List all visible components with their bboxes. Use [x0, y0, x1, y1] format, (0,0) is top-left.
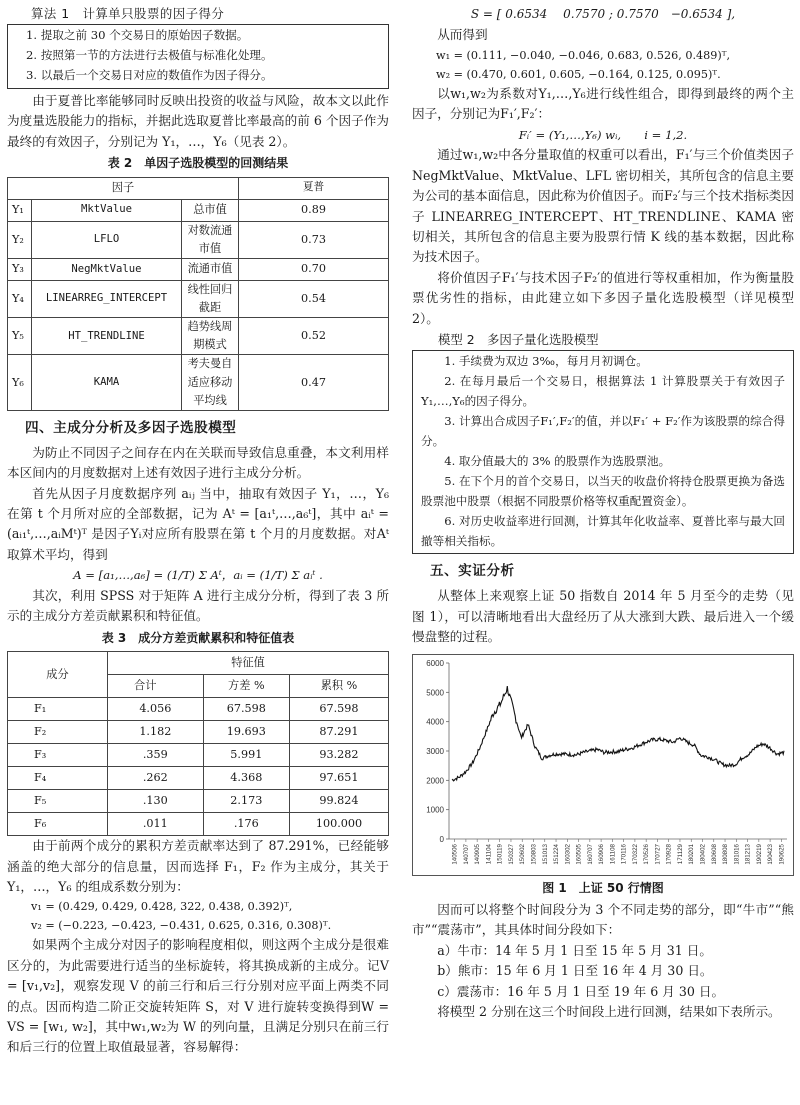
x-tick-label: 170116 [620, 843, 628, 864]
model-item: 5. 在下个月的首个交易日，以当天的收盘价将持仓股票更换为备选股票池中股票（根据不同股票价格等权重配置资金）。 [421, 473, 785, 508]
model-box [412, 350, 794, 554]
formula: A = [a₁,…,a₆] = (1/T) Σ Aᵗ，aᵢ = (1/T) Σ aᵢᵗ . [73, 568, 323, 583]
paragraph: 通过w₁,w₂中各分量取值的权重可以看出，F₁′与三个价值类因子 NegMktValue、MktValue、LFL 密切相关，其所包含的信息主要为公司的基本面信息，因此称为价值因子。而F₂′与三个技术指标类因子 LINEARREG_INTERCEPT、HT_TRENDLINE、KAMA 密切相关，其所包含的信息主要为股票行情 K 线的基本数据，因此称为技术因子。 [412, 147, 794, 265]
left-column [7, 4, 389, 1058]
table-cell: .359 [108, 744, 204, 767]
x-tick-label: 141104 [485, 843, 493, 864]
table-cell: 4.056 [108, 698, 204, 721]
table-cell: Y₄ [8, 280, 32, 317]
x-tick-label: 140905 [474, 843, 482, 865]
table-row [8, 698, 389, 721]
table-row [8, 721, 389, 744]
y-tick-label: 0 [439, 834, 444, 844]
paragraph: 从而得到 [437, 27, 488, 43]
table-cell: MktValue [32, 199, 182, 221]
x-tick-label: 170322 [631, 843, 639, 865]
x-tick-label: 160302 [564, 843, 572, 865]
y-tick-label: 5000 [426, 687, 444, 697]
table-cell: Y₂ [8, 221, 32, 258]
table-cell: Y₆ [8, 355, 32, 410]
y-tick-label: 1000 [426, 805, 444, 815]
algorithm-title: 算法 1 计算单只股票的因子得分 [31, 6, 225, 21]
table-cell: 87.291 [289, 721, 388, 744]
model-item: 2. 在每月最后一个交易日，根据算法 1 计算股票关于有效因子Y₁,…,Y₆的因子得分。 [421, 374, 785, 408]
x-tick-label: 180608 [710, 843, 718, 865]
table-cell: .011 [108, 813, 204, 836]
table-header-row [8, 652, 389, 675]
table-row [8, 744, 389, 767]
table-header-cell: 方差 % [203, 675, 289, 698]
table-cell: .130 [108, 790, 204, 813]
table-cell: 99.824 [289, 790, 388, 813]
chart-svg [413, 655, 793, 875]
table-row [8, 199, 389, 221]
paragraph: 如果两个主成分对因子的影响程度相似，则这两个主成分是很难区分的，为此需要进行适当的坐标旋转，将其换成新的主成分。记V = [v₁,v₂]，观察发现 V 的前三行和后三行分别对应平面上两类不同的点。因而构造二阶正交旋转矩阵 S，对 V 进行旋转变换得到W = VS = [w₁, w₂]，其中w₁,w₂为 W 的列向量，且满足分别只在前三行和后三行的位置上取值最显著，容易解得： [7, 937, 389, 1055]
table-cell: 0.89 [239, 199, 389, 221]
y-tick-label: 6000 [426, 658, 444, 668]
table-header-cell: 成分 [8, 652, 108, 698]
table-cell: 总市值 [182, 199, 239, 221]
x-tick-label: 160906 [598, 843, 606, 865]
table-row [8, 813, 389, 836]
table-row [8, 258, 389, 280]
list-item: a）牛市：14 年 5 月 1 日至 15 年 5 月 31 日。 [437, 942, 712, 958]
table-cell: HT_TRENDLINE [32, 318, 182, 355]
table-cell: LFLO [32, 221, 182, 258]
table-header-cell: 因子 [8, 177, 239, 199]
table-cell: 93.282 [289, 744, 388, 767]
table-cell: Y₅ [8, 318, 32, 355]
y-tick-label: 2000 [426, 775, 444, 785]
table-header-cell: 累积 % [289, 675, 388, 698]
table-header-cell: 合计 [108, 675, 204, 698]
model-item: 3. 计算出合成因子F₁′,F₂′的值，并以F₁′ + F₂′作为该股票的综合得分。 [421, 413, 785, 448]
table-cell: LINEARREG_INTERCEPT [32, 280, 182, 317]
figure-caption: 图 1 上证 50 行情图 [542, 880, 664, 895]
x-tick-label: 170526 [643, 843, 651, 865]
section-heading: 四、主成分分析及多因子选股模型 [25, 419, 237, 436]
table-row [8, 221, 389, 258]
model-item: 1. 手续费为双边 3‰，每月月初调仓。 [444, 354, 648, 369]
x-tick-label: 181016 [733, 843, 741, 865]
paragraph: 其次，利用 SPSS 对于矩阵 A 进行主成分分析，得到了表 3 所示的主成分方差贡献累积和特征值。 [7, 587, 389, 624]
x-tick-label: 150119 [496, 843, 504, 864]
formula: Fᵢ′ = (Y₁,…,Y₆) wᵢ, i = 1,2. [518, 127, 688, 142]
table-cell: 流通市值 [182, 258, 239, 280]
table-cell: 67.598 [203, 698, 289, 721]
section-heading: 五、实证分析 [430, 563, 515, 580]
table-cell: 0.52 [239, 318, 389, 355]
table-cell: Y₁ [8, 199, 32, 221]
y-tick-label: 4000 [426, 717, 444, 727]
table2 [7, 177, 389, 411]
x-tick-label: 160707 [586, 843, 594, 865]
x-tick-label: 150602 [519, 843, 527, 865]
table-row [8, 280, 389, 317]
paragraph: 为防止不同因子之间存在内在关联而导致信息重叠，本文利用样本区间内的月度数据对上述有效因子进行主成分分析。 [7, 444, 389, 481]
vector-v2: v₂ = (−0.223, −0.423, −0.431, 0.625, 0.316, 0.308)ᵀ. [31, 919, 332, 933]
table-cell: 2.173 [203, 790, 289, 813]
paragraph: 由于夏普比率能够同时反映出投资的收益与风险，故本文以此作为度量选股能力的指标，并据此选取夏普比率最高的前 6 个因子作为最终的有效因子，分别记为 Y₁，…，Y₆（见表 2）。 [7, 92, 389, 149]
table-cell: 0.70 [239, 258, 389, 280]
algorithm-step: 2. 按照第一节的方法进行去极值与标准化处理。 [26, 48, 273, 63]
table-cell: F₁ [8, 698, 108, 721]
table-row [8, 767, 389, 790]
paragraph: 由于前两个成分的累积方差贡献率达到了 87.291%，已经能够涵盖的绝大部分的信息量，因而选择 F₁，F₂ 作为主成分，其关于 Y₁，…，Y₆ 的组成系数分别为： [7, 838, 389, 894]
table-cell: KAMA [32, 355, 182, 410]
table-header-cell: 夏普 [239, 177, 389, 199]
x-tick-label: 190219 [755, 843, 763, 865]
model-item: 4. 取分值最大的 3% 的股票作为选股票池。 [444, 453, 671, 468]
table-cell: 67.598 [289, 698, 388, 721]
x-tick-label: 181213 [744, 843, 752, 865]
x-tick-label: 180402 [699, 843, 707, 865]
paragraph: 因而可以将整个时间段分为 3 个不同走势的部分，即“牛市”“熊市”“震荡市”，其具体时间分段如下： [412, 902, 794, 938]
table-cell: F₆ [8, 813, 108, 836]
table-cell: 0.47 [239, 355, 389, 410]
x-tick-label: 170928 [665, 843, 673, 865]
table-cell: F₃ [8, 744, 108, 767]
x-tick-label: 180808 [722, 843, 730, 865]
vector-v1: v₁ = (0.429, 0.429, 0.428, 322, 0.438, 0.392)ᵀ, [31, 900, 293, 914]
vector-w1: w₁ = (0.111, −0.040, −0.046, 0.683, 0.526, 0.489)ᵀ, [436, 48, 731, 62]
series-line [452, 686, 784, 781]
table-cell: 100.000 [289, 813, 388, 836]
paragraph: 首先从因子月度数据序列 aᵢⱼ 当中，抽取有效因子 Y₁，…，Y₆ 在第 t 个月所对应的全部数据，记为 Aᵗ = [a₁ᵗ,…,a₆ᵗ]，其中 aᵢᵗ = (aᵢ₁ᵗ,…,aᵢMᵗ)ᵀ 是因子Yᵢ对应所有股票在第 t 个月的月度数据。对Aᵗ取算术平均，得到 [7, 485, 389, 562]
table-cell: Y₃ [8, 258, 32, 280]
x-tick-label: 151013 [541, 843, 549, 865]
x-tick-label: 150327 [507, 843, 515, 865]
x-tick-label: 170727 [654, 843, 662, 865]
x-tick-label: 180201 [688, 843, 696, 865]
table-cell: NegMktValue [32, 258, 182, 280]
paragraph: 将价值因子F₁′与技术因子F₂′的值进行等权重相加，作为衡量股票优劣性的指标，由此建立如下多因子量化选股模型（详见模型 2）。 [412, 269, 794, 326]
table-cell: 97.651 [289, 767, 388, 790]
x-tick-label: 160505 [575, 843, 583, 865]
list-item: b）熊市：15 年 6 月 1 日至 16 年 4 月 30 日。 [437, 963, 713, 979]
table-cell: 0.54 [239, 280, 389, 317]
x-tick-label: 190625 [778, 843, 786, 865]
table-row [8, 318, 389, 355]
table-cell: F₂ [8, 721, 108, 744]
table-cell: 19.693 [203, 721, 289, 744]
list-item: c）震荡市：16 年 5 月 1 日至 19 年 6 月 30 日。 [437, 983, 725, 999]
x-tick-label: 140707 [462, 843, 470, 865]
x-tick-label: 171129 [676, 843, 684, 864]
table-cell: 趋势线周期模式 [182, 318, 239, 355]
table3 [7, 651, 389, 836]
table-row [8, 790, 389, 813]
table2-caption: 表 2 单因子选股模型的回测结果 [107, 156, 289, 171]
right-column [412, 4, 794, 1022]
table3-caption: 表 3 成分方差贡献累积和特征值表 [101, 630, 295, 645]
table-cell: 1.182 [108, 721, 204, 744]
algorithm-step: 1. 提取之前 30 个交易日的原始因子数据。 [26, 28, 249, 43]
x-tick-label: 161108 [609, 843, 617, 864]
table-cell: .176 [203, 813, 289, 836]
model-title: 模型 2 多因子量化选股模型 [438, 331, 599, 347]
table-cell: 5.991 [203, 744, 289, 767]
vector-w2: w₂ = (0.470, 0.601, 0.605, −0.164, 0.125, 0.095)ᵀ. [436, 67, 721, 81]
y-tick-label: 3000 [426, 746, 444, 756]
period-list [412, 941, 794, 1002]
table-cell: F₅ [8, 790, 108, 813]
x-tick-label: 151224 [553, 843, 561, 865]
x-tick-label: 140506 [451, 843, 459, 865]
paragraph: 从整体上来观察上证 50 指数自 2014 年 5 月至今的走势（见图 1），可以清晰地看出大盘经历了从大涨到大跌、最后进入一个缓慢盘整的过程。 [412, 588, 794, 645]
table-cell: F₄ [8, 767, 108, 790]
x-tick-label: 150803 [530, 843, 538, 865]
algorithm-box [7, 24, 389, 89]
table-row [8, 355, 389, 410]
table-header-row [8, 177, 389, 199]
table-cell: 对数流通市值 [182, 221, 239, 258]
algorithm-step: 3. 以最后一个交易日对应的数值作为因子得分。 [26, 67, 273, 82]
index-chart [412, 654, 794, 876]
table-cell: 线性回归截距 [182, 280, 239, 317]
table-cell: 4.368 [203, 767, 289, 790]
rotation-matrix: S = [ 0.6534 0.7570 ; 0.7570 −0.6534 ], [470, 7, 736, 21]
table-cell: 0.73 [239, 221, 389, 258]
paragraph: 以w₁,w₂为系数对Y₁,…,Y₆进行线性组合，即得到最终的两个主因子，分别记为F₁′,F₂′： [412, 85, 794, 122]
paragraph: 将模型 2 分别在这三个时间段上进行回测，结果如下表所示。 [437, 1004, 781, 1020]
table-cell: .262 [108, 767, 204, 790]
table-header-cell: 特征值 [108, 652, 389, 675]
x-tick-label: 190423 [767, 843, 775, 865]
table-cell: 考夫曼自适应移动平均线 [182, 355, 239, 410]
model-item: 6. 对历史收益率进行回测，计算其年化收益率、夏普比率与最大回撤等相关指标。 [421, 513, 785, 548]
